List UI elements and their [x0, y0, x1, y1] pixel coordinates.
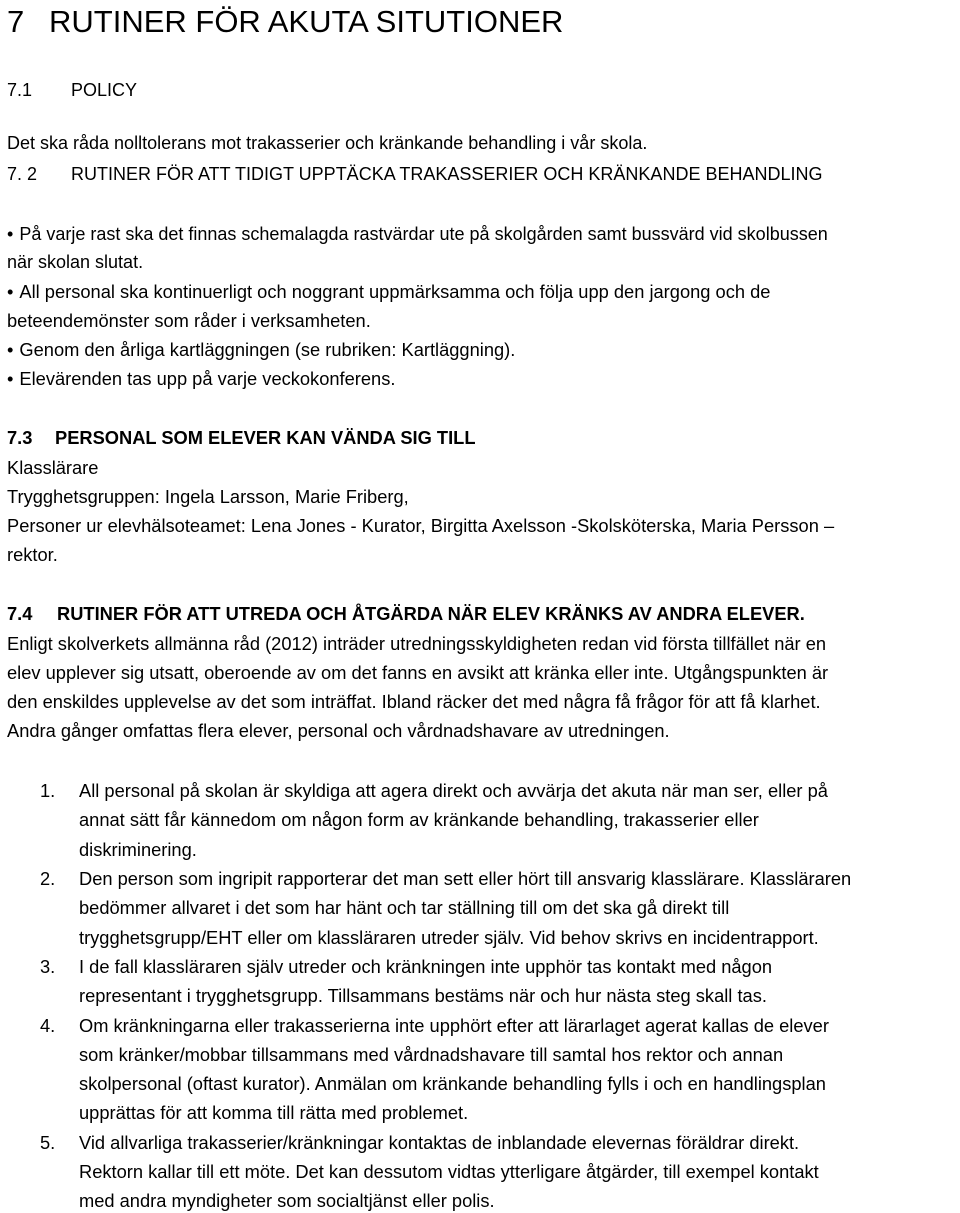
heading-7-2: 7. 2 RUTINER FÖR ATT TIDIGT UPPTÄCKA TRAKASSERIER OCH KRÄNKANDE BEHANDLING [7, 164, 823, 184]
contact-line: Trygghetsgruppen: Ingela Larsson, Marie Friberg, [7, 486, 409, 507]
contact-line: Personer ur elevhälsoteamet: Lena Jones - Kurator, Birgitta Axelsson -Skolsköterska, Maria Persson – [7, 515, 835, 536]
bullet-item-cont: beteendemönster som råder i verksamheten. [7, 310, 371, 331]
bullet-item: • Elevärenden tas upp på varje veckokonferens. [7, 368, 396, 389]
heading-7-3: 7.3 PERSONAL SOM ELEVER KAN VÄNDA SIG TILL [7, 427, 476, 448]
bullet-item: • På varje rast ska det finnas schemalagda rastvärdar ute på skolgården samt bussvärd vid skolbussen [7, 224, 828, 244]
bullet-item: • Genom den årliga kartläggningen (se rubriken: Kartläggning). [7, 339, 516, 360]
contact-line: Klasslärare [7, 457, 99, 478]
page-title [7, 2, 563, 42]
paragraph-line: elev upplever sig utsatt, oberoende av om det fanns en avsikt att kränka eller inte. Utgångspunkten är [7, 662, 829, 683]
paragraph-line: den enskildes upplevelse av det som inträffat. Ibland räcker det med några få frågor för att få klarhet. [7, 691, 821, 712]
policy-text: Det ska råda nolltolerans mot trakasserier och kränkande behandling i vår skola. [7, 133, 648, 153]
bullet-item-cont: när skolan slutat. [7, 252, 144, 272]
contact-line: rektor. [7, 544, 58, 565]
heading-7-1: 7.1 POLICY [7, 80, 138, 100]
section-number: 7 [7, 4, 25, 39]
section-title: RUTINER FÖR AKUTA SITUTIONER [49, 4, 564, 39]
heading-7-4: 7.4 RUTINER FÖR ATT UTREDA OCH ÅTGÄRDA NÄR ELEV KRÄNKS AV ANDRA ELEVER. [7, 603, 805, 624]
paragraph-line: Andra gånger omfattas flera elever, personal och vårdnadshavare av utredningen. [7, 720, 670, 741]
paragraph-line: Enligt skolverkets allmänna råd (2012) inträder utredningsskyldigheten redan vid första tillfället när en [7, 633, 827, 654]
bullet-item: • All personal ska kontinuerligt och noggrant uppmärksamma och följa upp den jargong och de [7, 281, 771, 302]
